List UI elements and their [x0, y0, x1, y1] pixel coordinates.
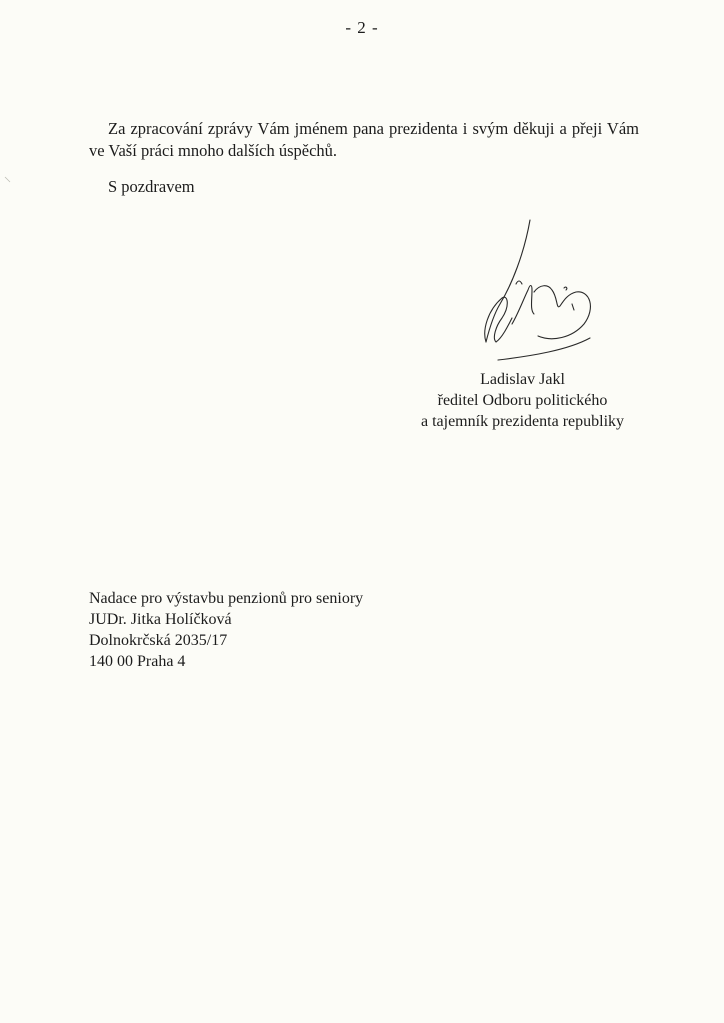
page-number: - 2 -	[345, 18, 379, 37]
recipient-address	[89, 588, 363, 672]
recipient-line-2: JUDr. Jitka Holíčková	[89, 611, 232, 628]
signer-title-line-1: ředitel Odboru politického	[437, 392, 608, 409]
recipient-line-1: Nadace pro výstavbu penzionů pro seniory	[89, 590, 364, 607]
signer-title-line-2: a tajemník prezidenta republiky	[420, 413, 625, 430]
closing-paragraph: Za zpracování zprávy Vám jménem pana prezidenta i svým děkuji a přeji Vám ve Vaší práci mnoho dalších úspěchů.	[89, 119, 639, 160]
letter-body	[89, 118, 639, 162]
greeting: S pozdravem	[108, 177, 195, 196]
handwritten-signature	[472, 214, 602, 364]
recipient-line-3: Dolnokrčská 2035/17	[89, 632, 228, 649]
scan-speck-mark	[4, 176, 12, 184]
signer-block	[400, 369, 645, 432]
recipient-line-4: 140 00 Praha 4	[89, 653, 186, 670]
signer-name: Ladislav Jakl	[480, 371, 565, 388]
